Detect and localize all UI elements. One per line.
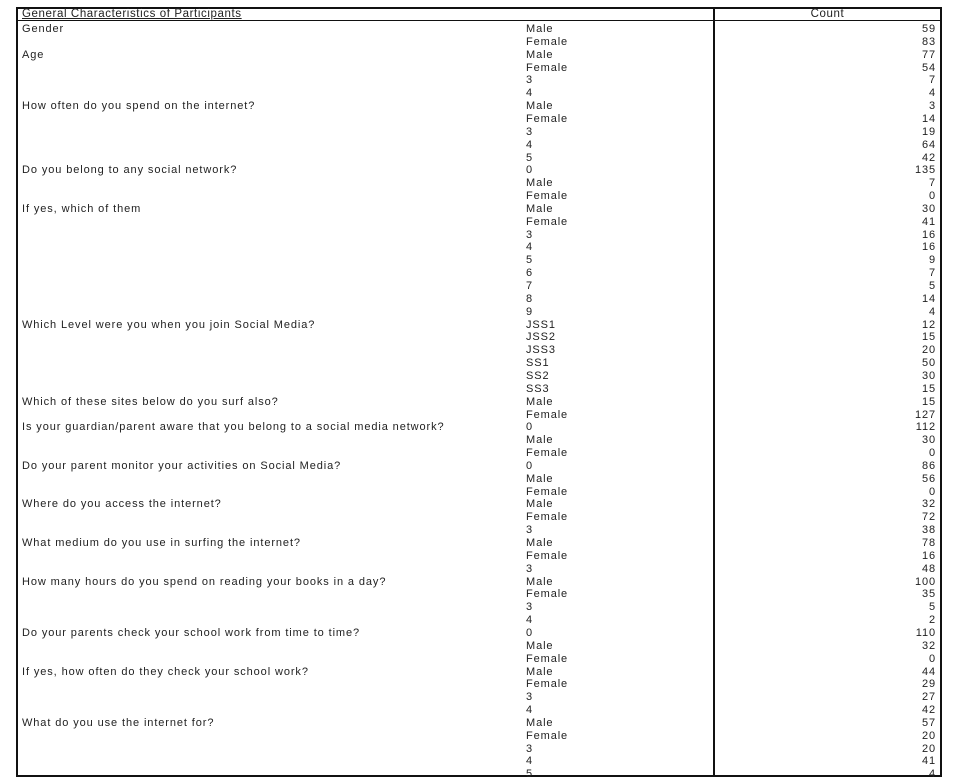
count-value: 20 [921, 742, 936, 755]
category-label: 4 [526, 614, 534, 627]
category-label: 3 [526, 562, 534, 575]
category-label: Male [526, 472, 554, 485]
table-row [0, 666, 963, 679]
table-row [0, 640, 963, 653]
count-value: 38 [921, 524, 936, 537]
table-row [0, 743, 963, 756]
count-value: 4 [928, 87, 936, 100]
category-label: 4 [526, 241, 534, 254]
category-label: Female [526, 408, 569, 421]
count-value: 78 [921, 537, 936, 549]
table-row [0, 678, 963, 691]
count-value: 44 [921, 665, 936, 678]
table-row [0, 614, 963, 627]
question-label: How often do you spend on the internet? [22, 100, 256, 113]
count-value: 16 [921, 549, 936, 562]
table-row [0, 627, 963, 640]
category-label: Male [526, 498, 554, 511]
category-label: 0 [526, 626, 534, 639]
table-row [0, 216, 963, 229]
count-value: 127 [914, 408, 936, 421]
question-label: Do your parent monitor your activities on Social Media? [22, 459, 342, 472]
category-label: 3 [526, 691, 534, 704]
category-label: Female [526, 447, 569, 460]
count-value: 112 [915, 421, 936, 434]
table-row [0, 447, 963, 460]
table-row [0, 434, 963, 447]
category-label: Female [526, 61, 569, 74]
count-value: 72 [921, 511, 936, 524]
category-label: Male [526, 48, 554, 61]
category-label: Female [526, 485, 569, 498]
category-label: 5 [526, 768, 534, 781]
table-row [0, 409, 963, 422]
count-value: 20 [921, 344, 936, 357]
table-row [0, 537, 963, 550]
table-row [0, 23, 963, 36]
table-row [0, 87, 963, 100]
table-row [0, 203, 963, 216]
count-value: 50 [921, 357, 936, 370]
table-row [0, 396, 963, 409]
count-value: 64 [921, 138, 936, 151]
table-row [0, 177, 963, 190]
table-row [0, 139, 963, 152]
category-label: 8 [526, 292, 534, 305]
category-label: Female [526, 588, 569, 601]
count-value: 3 [928, 100, 936, 113]
table-row [0, 36, 963, 49]
category-label: Female [526, 678, 569, 691]
table-row [0, 267, 963, 280]
table-row [0, 344, 963, 357]
count-value: 42 [921, 704, 936, 717]
category-label: SS2 [526, 369, 550, 382]
count-value: 135 [914, 164, 936, 177]
table-row [0, 229, 963, 242]
category-label: 4 [526, 704, 534, 717]
count-value: 0 [928, 190, 936, 203]
category-label: 0 [526, 459, 534, 472]
category-label: JSS1 [526, 318, 556, 331]
count-value: 0 [928, 485, 936, 498]
category-label: 3 [526, 524, 534, 537]
category-label: 0 [526, 164, 534, 177]
category-label: Male [526, 100, 554, 113]
category-label: 4 [526, 138, 534, 151]
question-label: If yes, which of them [22, 202, 142, 215]
table-row [0, 653, 963, 666]
count-value: 32 [921, 639, 936, 652]
table-row [0, 357, 963, 370]
table-title: General Characteristics of Participants [22, 8, 242, 20]
count-value: 83 [921, 35, 936, 48]
count-value: 48 [921, 562, 936, 575]
count-value: 27 [921, 691, 936, 704]
category-label: Female [526, 729, 569, 742]
table-row [0, 730, 963, 743]
table-row [0, 576, 963, 589]
table-row [0, 511, 963, 524]
category-label: JSS3 [526, 344, 556, 357]
question-label: Which of these sites below do you surf also? [22, 395, 279, 408]
table-row [0, 486, 963, 499]
table-row [0, 113, 963, 126]
table-row [0, 524, 963, 537]
category-label: Male [526, 716, 554, 729]
category-label: Male [526, 202, 554, 215]
table-row [0, 755, 963, 768]
table-row [0, 164, 963, 177]
count-value: 29 [921, 678, 936, 691]
count-value: 42 [921, 151, 936, 164]
question-label: Gender [22, 23, 65, 35]
category-label: 3 [526, 228, 534, 241]
count-value: 12 [921, 318, 936, 331]
table-row [0, 550, 963, 563]
category-label: 0 [526, 421, 534, 434]
category-label: 7 [526, 280, 534, 292]
table-row [0, 498, 963, 511]
category-label: Male [526, 639, 554, 652]
count-value: 0 [928, 652, 936, 665]
category-label: 3 [526, 601, 534, 614]
question-label: What do you use the internet for? [22, 716, 215, 729]
table-row [0, 306, 963, 319]
category-label: Female [526, 215, 569, 228]
table-row [0, 62, 963, 75]
table-row [0, 383, 963, 396]
question-label: Where do you access the internet? [22, 498, 222, 511]
question-label: If yes, how often do they check your school work? [22, 665, 309, 678]
table-row [0, 691, 963, 704]
category-label: JSS2 [526, 331, 556, 344]
count-value: 5 [928, 601, 936, 614]
count-value: 4 [928, 305, 936, 318]
count-value: 4 [928, 768, 936, 781]
count-value: 20 [921, 729, 936, 742]
category-label: Male [526, 575, 554, 588]
category-label: Female [526, 190, 569, 203]
question-label: Age [22, 48, 45, 61]
category-label: 9 [526, 305, 534, 318]
count-value: 5 [928, 280, 936, 292]
count-value: 15 [921, 382, 936, 395]
table-row [0, 190, 963, 203]
count-value: 19 [921, 125, 936, 138]
table-row [0, 588, 963, 601]
table-row [0, 152, 963, 165]
table-row [0, 74, 963, 87]
count-value: 14 [921, 292, 936, 305]
table-row [0, 370, 963, 383]
category-label: Male [526, 537, 554, 549]
category-label: 5 [526, 254, 534, 267]
table-row [0, 49, 963, 62]
category-label: Male [526, 177, 554, 190]
table-row [0, 768, 963, 781]
count-value: 15 [921, 395, 936, 408]
category-label: 3 [526, 125, 534, 138]
count-value: 54 [921, 61, 936, 74]
count-value: 56 [921, 472, 936, 485]
count-value: 32 [921, 498, 936, 511]
count-value: 9 [928, 254, 936, 267]
category-label: SS3 [526, 382, 550, 395]
count-value: 57 [921, 716, 936, 729]
table-row [0, 331, 963, 344]
count-value: 15 [921, 331, 936, 344]
category-label: 3 [526, 74, 534, 87]
question-label: How many hours do you spend on reading your books in a day? [22, 575, 387, 588]
count-value: 41 [921, 755, 936, 768]
table-row [0, 280, 963, 293]
category-label: 4 [526, 87, 534, 100]
category-label: Female [526, 511, 569, 524]
category-label: Female [526, 112, 569, 125]
table-row [0, 319, 963, 332]
table-row [0, 460, 963, 473]
count-value: 7 [928, 267, 936, 280]
category-label: Female [526, 652, 569, 665]
question-label: What medium do you use in surfing the internet? [22, 537, 301, 549]
category-label: Male [526, 665, 554, 678]
table-row [0, 254, 963, 267]
category-label: 6 [526, 267, 534, 280]
count-value: 2 [928, 614, 936, 627]
question-label: Do you belong to any social network? [22, 164, 238, 177]
category-label: Male [526, 23, 554, 35]
table-row [0, 100, 963, 113]
count-value: 86 [921, 459, 936, 472]
count-value: 41 [921, 215, 936, 228]
count-column-header: Count [810, 8, 845, 20]
category-label: Male [526, 395, 554, 408]
category-label: 5 [526, 151, 534, 164]
count-value: 59 [921, 23, 936, 35]
count-value: 16 [921, 241, 936, 254]
count-value: 7 [928, 177, 936, 190]
table-row [0, 717, 963, 730]
table-row [0, 241, 963, 254]
count-value: 0 [928, 447, 936, 460]
category-label: Female [526, 549, 569, 562]
table-row [0, 704, 963, 717]
table-row [0, 293, 963, 306]
table-row [0, 126, 963, 139]
table-row [0, 473, 963, 486]
category-label: Male [526, 434, 554, 447]
question-label: Which Level were you when you join Social Media? [22, 318, 316, 331]
table-row [0, 563, 963, 576]
count-value: 30 [921, 434, 936, 447]
question-label: Do your parents check your school work from time to time? [22, 626, 361, 639]
count-value: 110 [915, 626, 936, 639]
count-value: 100 [914, 575, 936, 588]
question-label: Is your guardian/parent aware that you belong to a social media network? [22, 421, 445, 434]
count-value: 77 [921, 48, 936, 61]
count-value: 30 [921, 202, 936, 215]
table-row [0, 601, 963, 614]
count-value: 30 [921, 369, 936, 382]
category-label: SS1 [526, 357, 550, 370]
table-row [0, 421, 963, 434]
category-label: Female [526, 35, 569, 48]
count-value: 16 [921, 228, 936, 241]
count-value: 14 [921, 112, 936, 125]
count-value: 35 [921, 588, 936, 601]
category-label: 3 [526, 742, 534, 755]
category-label: 4 [526, 755, 534, 768]
count-value: 7 [928, 74, 936, 87]
